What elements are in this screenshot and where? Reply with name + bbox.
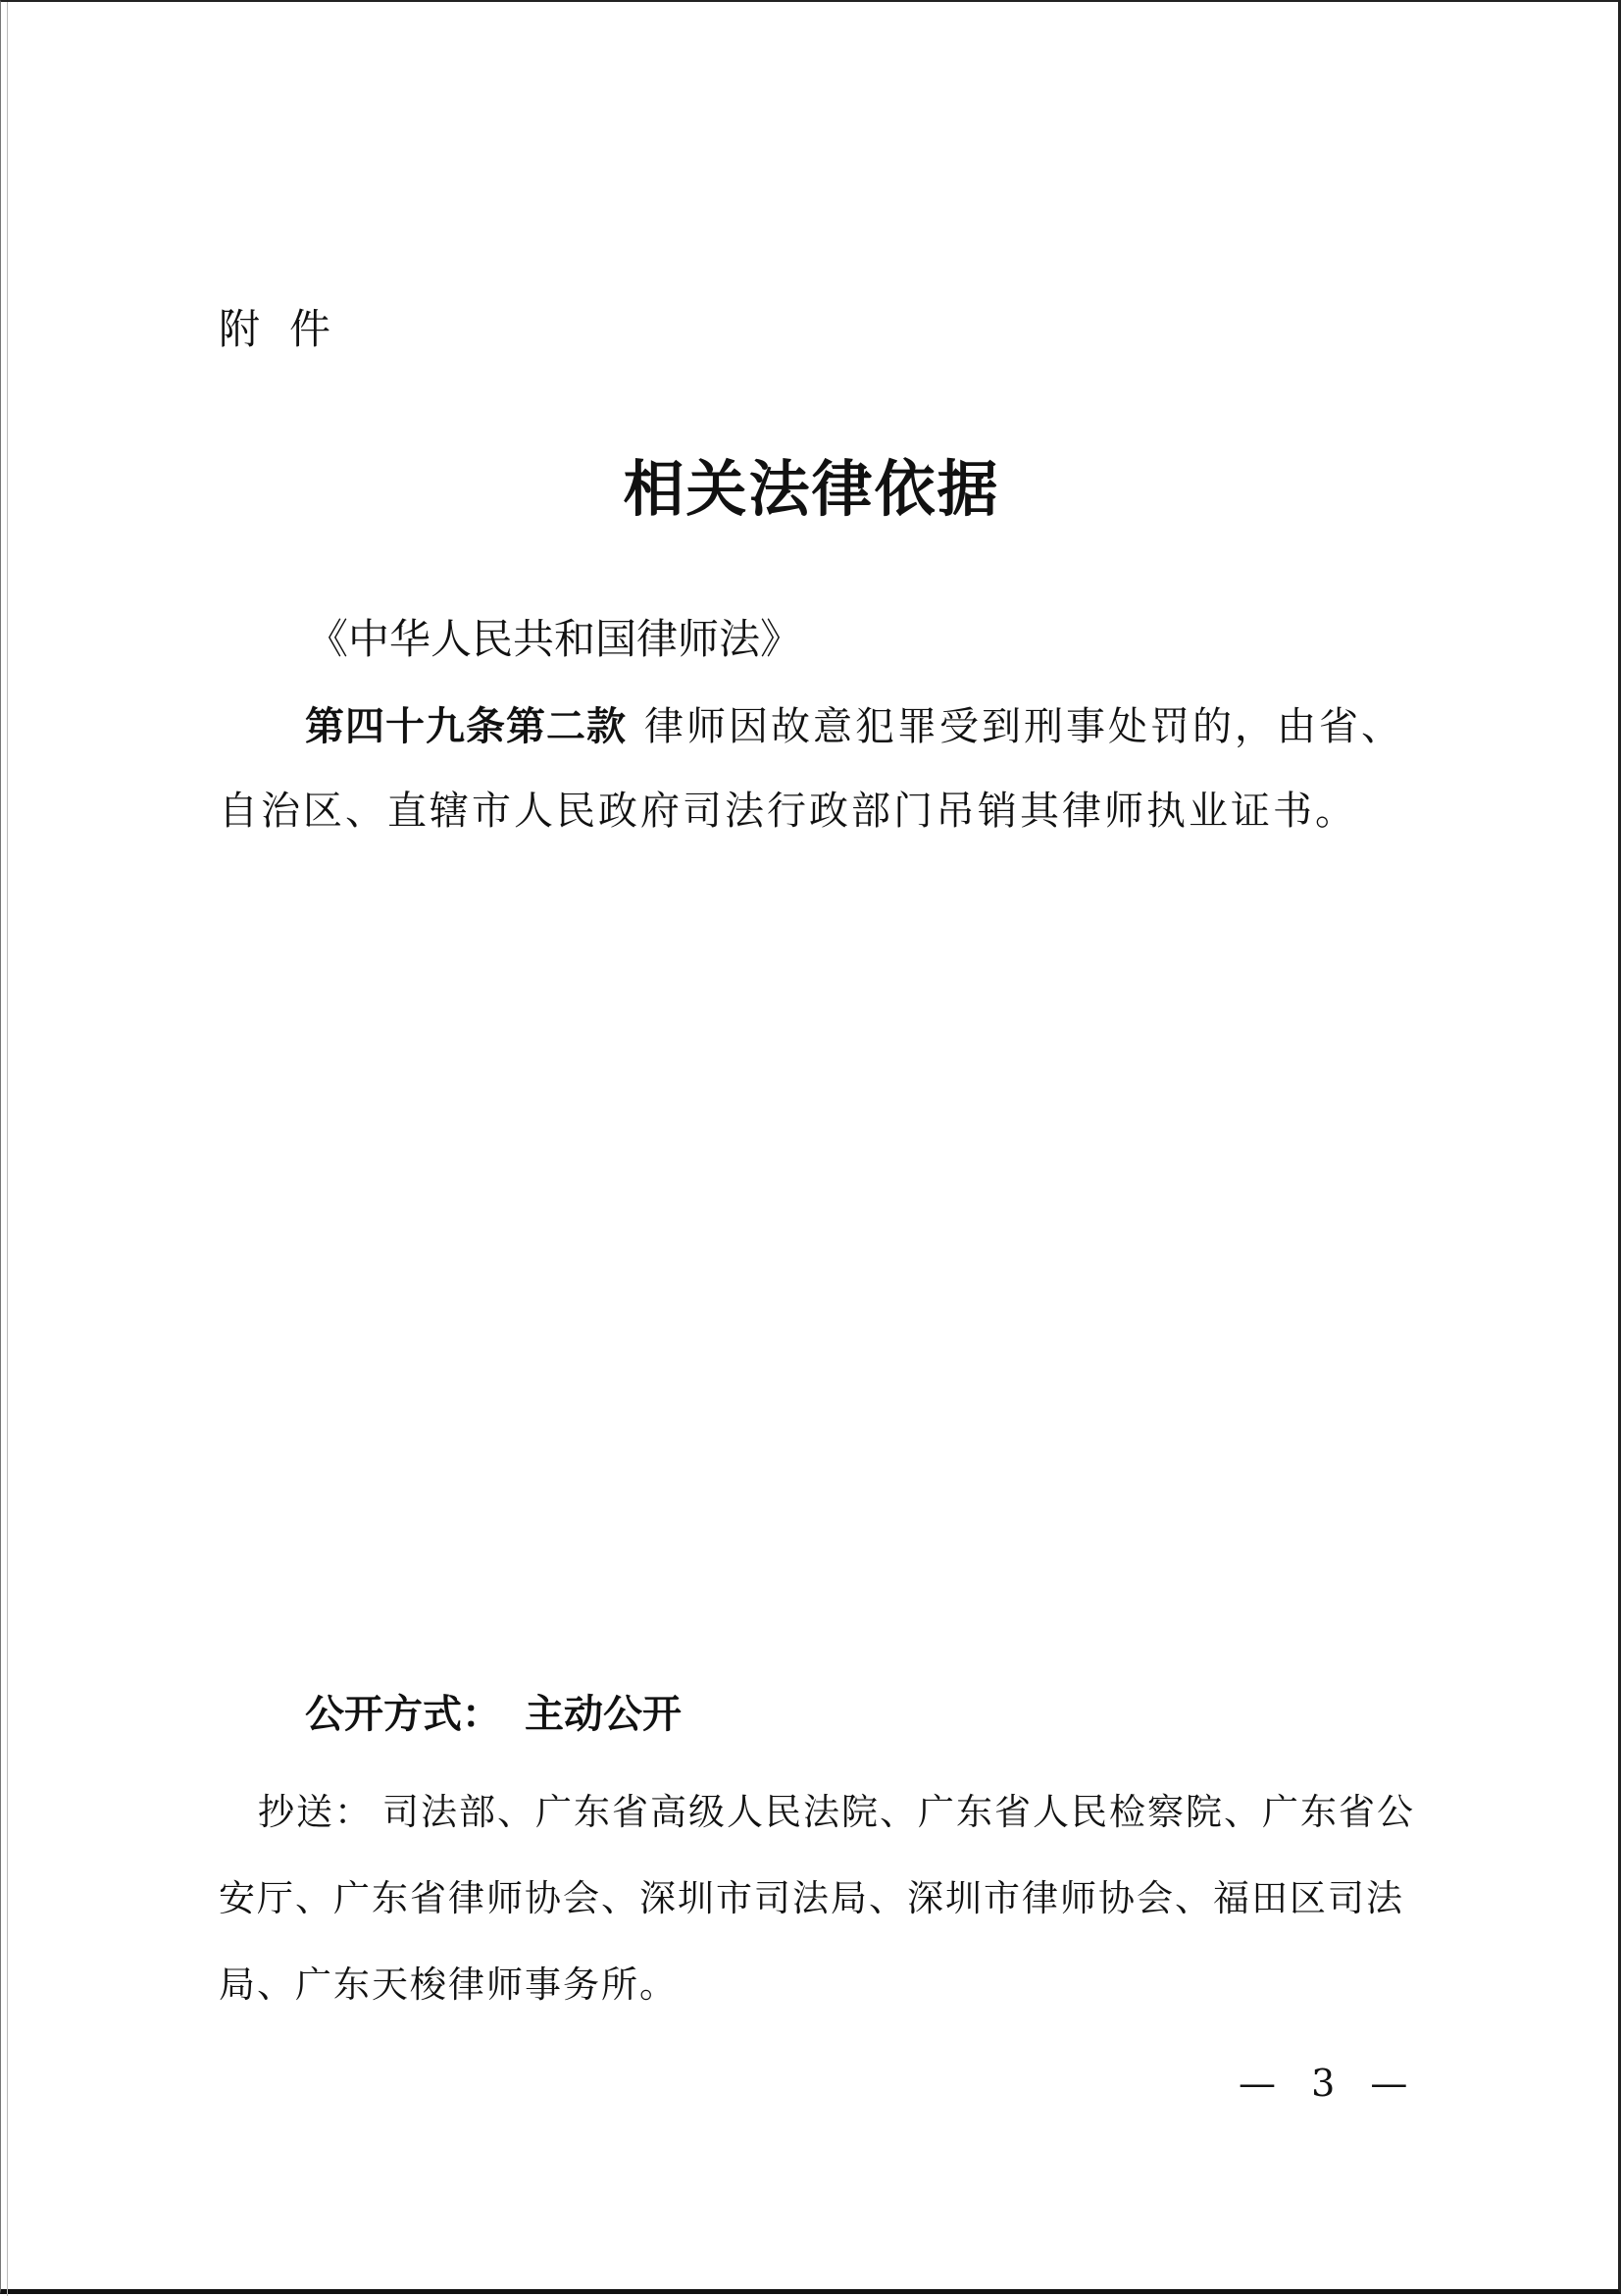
article-number: 第四十九条第二款 <box>305 704 627 749</box>
cc-paragraph <box>219 1769 1435 2028</box>
article-paragraph <box>219 685 1425 853</box>
cc-label: 抄送： <box>258 1791 373 1833</box>
cc-text: 司法部、广东省高级人民法院、广东省人民检察院、广东省公安厅、广东省律师协会、深圳市司法局、深圳市律师协会、福田区司法局、广东天梭律师事务所。 <box>219 1791 1415 2006</box>
scan-mark <box>7 2 8 2296</box>
disclosure-label: 公开方式： <box>305 1692 501 1737</box>
page-title: 相关法律依据 <box>623 453 1000 525</box>
article-text: 律师因故意犯罪受到刑事处罚的，由省、自治区、直辖市人民政府司法行政部门吊销其律师执业证书。 <box>219 704 1403 834</box>
disclosure-value: 主动公开 <box>525 1692 682 1737</box>
law-name: 《中华人民共和国律师法》 <box>307 615 802 663</box>
disclosure-line <box>305 1687 682 1742</box>
page-number: — 3 — <box>1239 2062 1420 2105</box>
attachment-label: 附件 <box>219 305 361 353</box>
